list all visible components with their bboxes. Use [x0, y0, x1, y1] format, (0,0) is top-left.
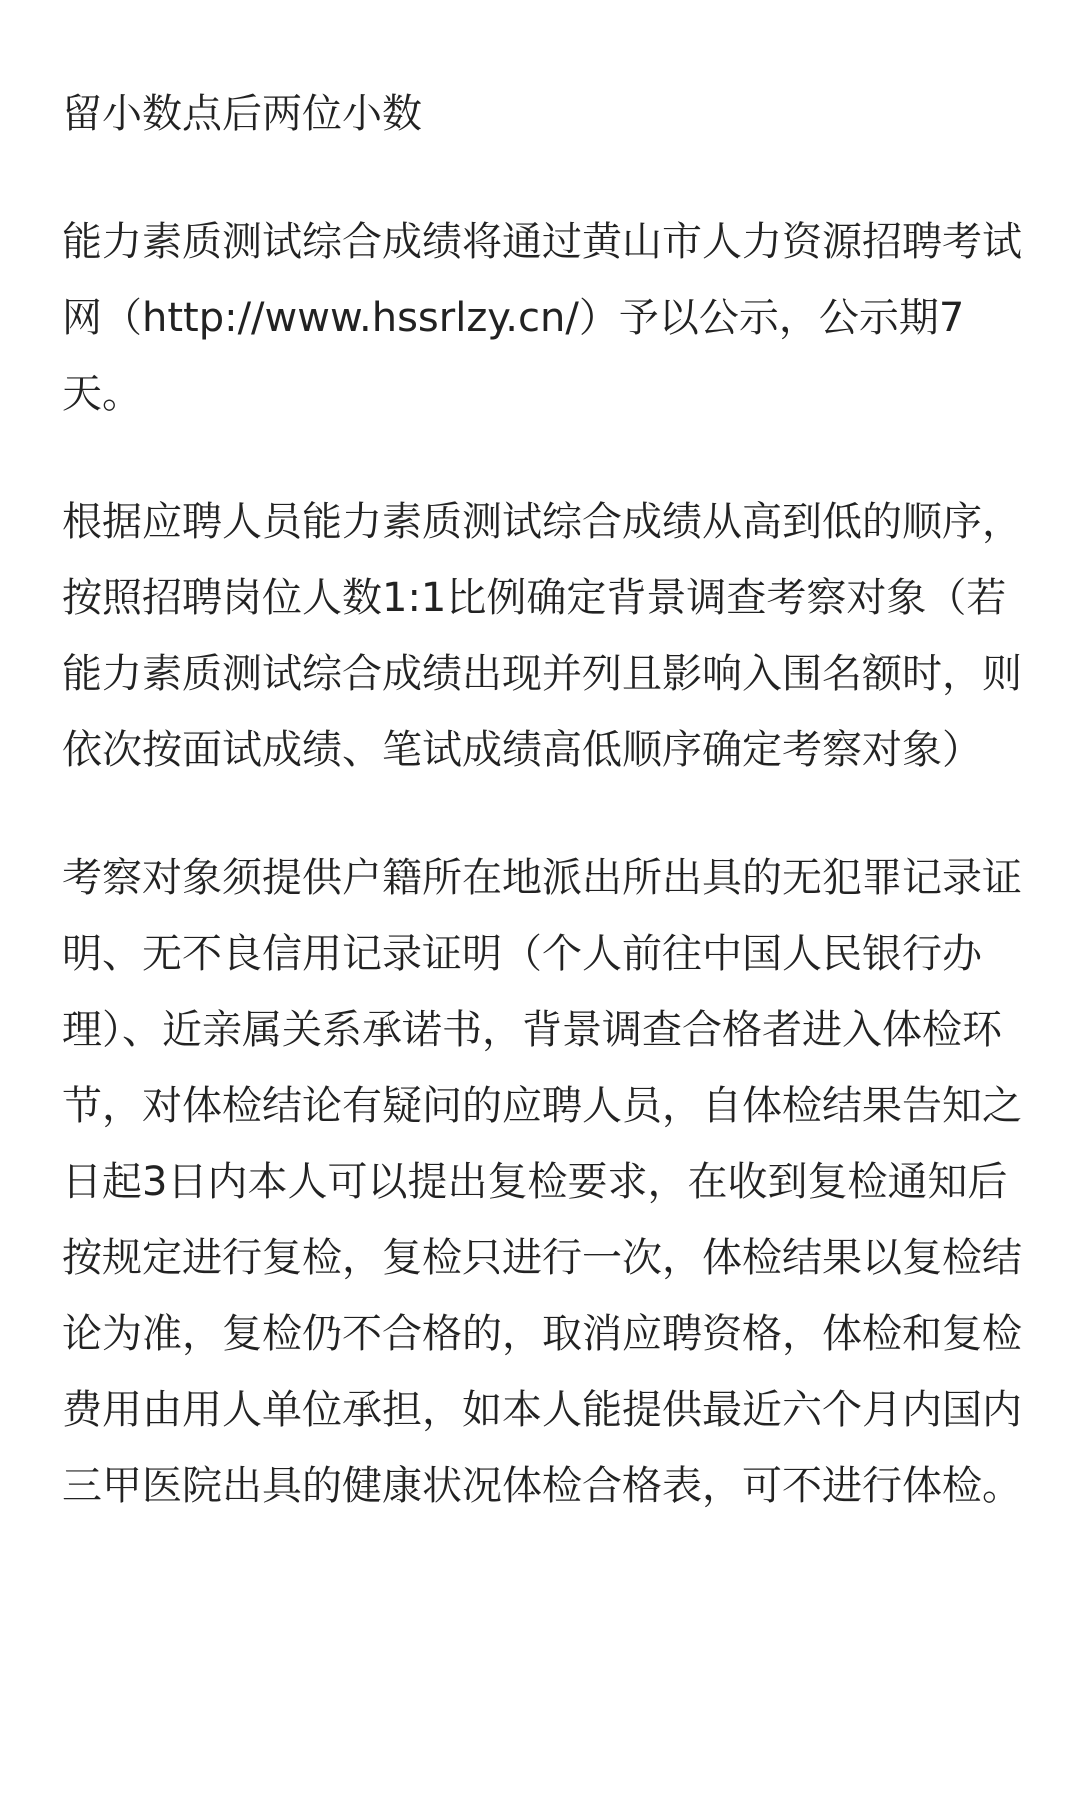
paragraph-decimal-note: 留小数点后两位小数	[62, 91, 422, 137]
paragraph-inspection-selection: 根据应聘人员能力素质测试综合成绩从高到低的顺序，按照招聘岗位人数1:1比例确定背景调查考察对象（若能力素质测试综合成绩出现并列且影响入围名额时，则依次按面试成绩、笔试成绩高低顺序确定考察对象）	[62, 499, 1022, 773]
paragraph-background-check-and-medical: 考察对象须提供户籍所在地派出所出具的无犯罪记录证明、无不良信用记录证明（个人前往中国人民银行办理）、近亲属关系承诺书，背景调查合格者进入体检环节，对体检结论有疑问的应聘人员，自体检结果告知之日起3日内本人可以提出复检要求，在收到复检通知后按规定进行复检，复检只进行一次，体检结果以复检结论为准，复检仍不合格的，取消应聘资格，体检和复检费用由用人单位承担，如本人能提供最近六个月内国内三甲医院出具的健康状况体检合格表，可不进行体检。	[62, 855, 1022, 1509]
paragraph-score-publicity: 能力素质测试综合成绩将通过黄山市人力资源招聘考试网（http://www.hssrlzy.cn/）予以公示，公示期7天。	[62, 219, 1022, 417]
article-body	[62, 76, 1030, 1576]
